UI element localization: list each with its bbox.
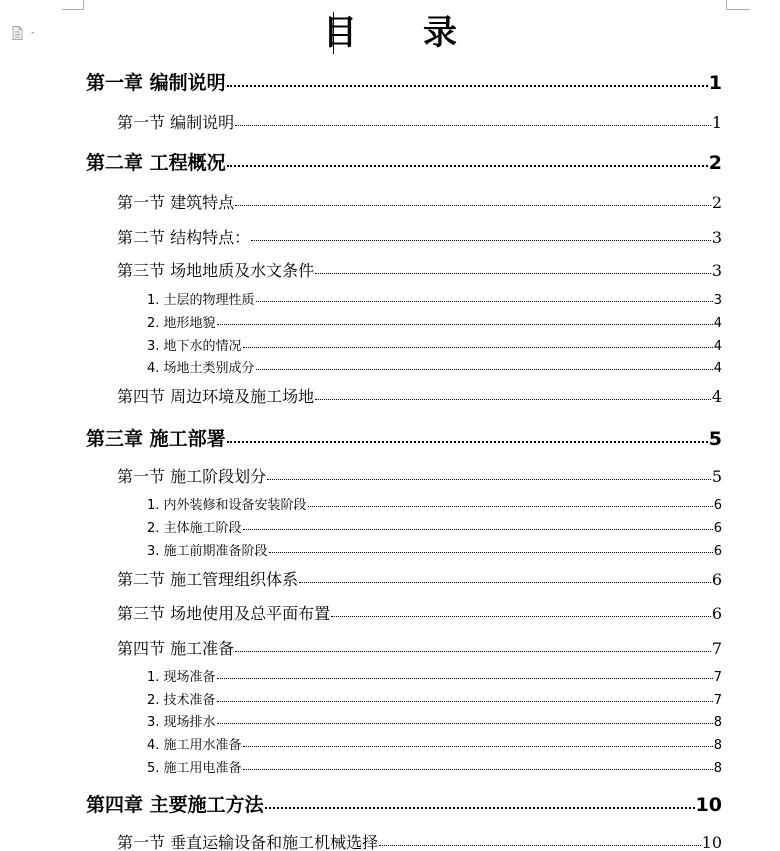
toc-page-number: 7 xyxy=(711,639,722,658)
toc-page-number: 2 xyxy=(708,152,722,174)
toc-page-number: 4 xyxy=(713,361,722,376)
toc-entry-label: 第一章 编制说明 xyxy=(86,72,226,94)
toc-page-number: 4 xyxy=(711,387,722,406)
toc-entry-level-3[interactable] xyxy=(147,711,722,730)
toc-dot-leader xyxy=(267,479,711,480)
toc-title: 目录 xyxy=(323,13,523,53)
toc-entry-level-2[interactable] xyxy=(117,830,722,851)
toc-entry-level-2[interactable] xyxy=(117,190,722,213)
toc-page-number: 7 xyxy=(713,693,722,708)
toc-page-number: 1 xyxy=(711,113,722,132)
toc-entry-label: 第一节 垂直运输设备和施工机械选择 xyxy=(117,833,379,851)
toc-page-number: 3 xyxy=(713,293,722,308)
toc-dot-leader xyxy=(243,746,713,747)
toc-dot-leader xyxy=(265,807,695,809)
toc-entry-level-1[interactable] xyxy=(86,68,722,95)
toc-entry-label: 第三章 施工部署 xyxy=(86,428,226,450)
toc-dot-leader xyxy=(243,769,713,770)
toc-dot-leader xyxy=(379,845,701,846)
toc-dot-leader xyxy=(256,301,713,302)
toc-entry-level-2[interactable] xyxy=(117,225,722,248)
toc-entry-level-3[interactable] xyxy=(147,734,722,753)
toc-entry-level-2[interactable] xyxy=(117,567,722,590)
toc-dot-leader xyxy=(251,240,711,241)
toc-entry-label: 1. 内外装修和设备安装阶段 xyxy=(147,498,307,513)
toc-entry-label: 4. 场地土类别成分 xyxy=(147,361,255,376)
toc-entry-level-3[interactable] xyxy=(147,494,722,513)
toc-entry-level-3[interactable] xyxy=(147,289,722,308)
toc-entry-level-2[interactable] xyxy=(117,110,722,133)
toc-entry-label: 3. 地下水的情况 xyxy=(147,339,242,354)
toc-entry-label: 第一节 编制说明 xyxy=(117,113,235,132)
toc-page-number: 8 xyxy=(713,715,722,730)
toc-entry-label: 第一节 建筑特点 xyxy=(117,193,235,212)
toc-dot-leader xyxy=(331,616,711,617)
toc-dot-leader xyxy=(235,205,711,206)
toc-page-number: 6 xyxy=(713,544,722,559)
toc-page-number: 3 xyxy=(711,228,722,247)
toc-entry-label: 第二节 结构特点： xyxy=(117,228,251,247)
toc-page-number: 10 xyxy=(701,833,722,851)
toc-dot-leader xyxy=(217,723,713,724)
toc-page-number: 7 xyxy=(713,670,722,685)
toc-dot-leader xyxy=(315,399,711,400)
toc-dot-leader xyxy=(308,506,713,507)
toc-entry-label: 3. 施工前期准备阶段 xyxy=(147,544,268,559)
toc-entry-level-1[interactable] xyxy=(86,148,722,175)
toc-entry-label: 1. 土层的物理性质 xyxy=(147,293,255,308)
toc-entry-label: 第一节 施工阶段划分 xyxy=(117,467,267,486)
toc-entry-level-1[interactable] xyxy=(86,790,722,817)
toc-entry-level-2[interactable] xyxy=(117,258,722,281)
toc-page-number: 6 xyxy=(711,570,722,589)
toc-page-number: 4 xyxy=(713,316,722,331)
toc-page-number: 4 xyxy=(713,339,722,354)
toc-entry-level-3[interactable] xyxy=(147,689,722,708)
toc-dot-leader xyxy=(217,701,713,702)
toc-entry-level-3[interactable] xyxy=(147,757,722,776)
toc-entry-label: 第四节 周边环境及施工场地 xyxy=(117,387,315,406)
toc-page-number: 8 xyxy=(713,761,722,776)
toc-entry-label: 4. 施工用水准备 xyxy=(147,738,242,753)
toc-entry-label: 第三节 场地地质及水文条件 xyxy=(117,261,315,280)
toc-page-number: 10 xyxy=(695,794,722,816)
toc-entry-level-3[interactable] xyxy=(147,312,722,331)
toc-entry-level-2[interactable] xyxy=(117,636,722,659)
toc-entry-level-3[interactable] xyxy=(147,335,722,354)
toc-dot-leader xyxy=(235,125,711,126)
toc-entry-label: 第二章 工程概况 xyxy=(86,152,226,174)
toc-entry-level-3[interactable] xyxy=(147,357,722,376)
toc-dot-leader xyxy=(315,273,711,274)
toc-dot-leader xyxy=(227,85,708,87)
toc-entry-label: 第四章 主要施工方法 xyxy=(86,794,264,816)
toc-entry-level-2[interactable] xyxy=(117,384,722,407)
toc-dot-leader xyxy=(269,552,713,553)
toc-entry-level-1[interactable] xyxy=(86,424,722,451)
toc-entry-level-2[interactable] xyxy=(117,464,722,487)
toc-entry-level-2[interactable] xyxy=(117,601,722,624)
toc-entry-level-3[interactable] xyxy=(147,666,722,685)
toc-entry-label: 1. 现场准备 xyxy=(147,670,216,685)
toc-dot-leader xyxy=(227,441,708,443)
toc-page-number: 6 xyxy=(713,498,722,513)
toc-entry-level-3[interactable] xyxy=(147,517,722,536)
toc-page-number: 8 xyxy=(713,738,722,753)
toc-dot-leader xyxy=(243,529,713,530)
toc-page-number: 6 xyxy=(713,521,722,536)
toc-page-number: 5 xyxy=(711,467,722,486)
toc-dot-leader xyxy=(235,651,711,652)
toc-page-number: 2 xyxy=(711,193,722,212)
toc-page-number: 6 xyxy=(711,604,722,623)
toc-dot-leader xyxy=(299,582,711,583)
toc-entry-level-3[interactable] xyxy=(147,540,722,559)
toc-entry-label: 第三节 场地使用及总平面布置 xyxy=(117,604,331,623)
toc-entry-label: 2. 地形地貌 xyxy=(147,316,216,331)
toc-page-number: 1 xyxy=(708,72,722,94)
toc-entry-label: 2. 技术准备 xyxy=(147,693,216,708)
toc-entry-label: 5. 施工用电准备 xyxy=(147,761,242,776)
toc-entry-label: 第四节 施工准备 xyxy=(117,639,235,658)
toc-dot-leader xyxy=(256,369,713,370)
toc-dot-leader xyxy=(217,324,713,325)
toc-dot-leader xyxy=(217,678,713,679)
toc-page-number: 3 xyxy=(711,261,722,280)
toc-page-number: 5 xyxy=(708,428,722,450)
toc-entry-label: 2. 主体施工阶段 xyxy=(147,521,242,536)
toc-dot-leader xyxy=(243,347,713,348)
toc-entry-label: 第二节 施工管理组织体系 xyxy=(117,570,299,589)
toc-dot-leader xyxy=(227,165,708,167)
toc-entry-label: 3. 现场排水 xyxy=(147,715,216,730)
